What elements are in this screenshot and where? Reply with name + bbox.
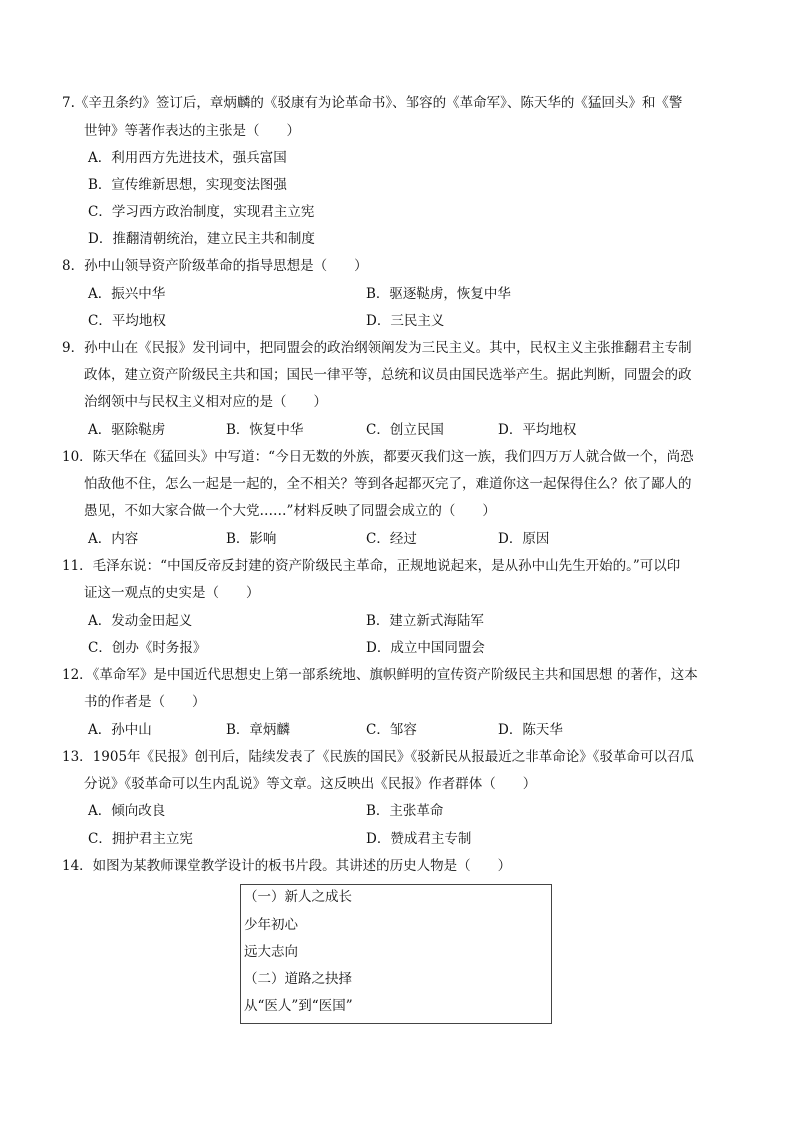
question-9-option-d: D．平均地权 bbox=[498, 422, 577, 438]
question-14-line-1: 14．如图为某教师课堂教学设计的板书片段。其讲述的历史人物是（ ） bbox=[62, 858, 512, 874]
question-11-option-d: D．成立中国同盟会 bbox=[366, 640, 485, 656]
question-9-option-a: A．驱除鞑虏 bbox=[88, 422, 166, 438]
question-9-line-2: 政体，建立资产阶级民主共和国；国民一律平等，总统和议员由国民选举产生。据此判断，同盟会的政 bbox=[84, 367, 692, 383]
question-7-option-c: C．学习西方政治制度，实现君主立宪 bbox=[88, 204, 315, 220]
question-12-option-a: A．孙中山 bbox=[88, 722, 152, 738]
question-7-option-d: D．推翻清朝统治，建立民主共和制度 bbox=[88, 231, 315, 247]
board-line-2: 少年初心 bbox=[244, 917, 298, 933]
question-11-option-a: A．发动金田起义 bbox=[88, 613, 193, 629]
question-12-line-2: 书的作者是（ ） bbox=[84, 694, 206, 710]
blackboard-excerpt-box bbox=[240, 884, 552, 1024]
question-8-option-d: D．三民主义 bbox=[366, 313, 445, 329]
question-7-line-1: 7.《辛丑条约》签订后，章炳麟的《驳康有为论革命书》、邹容的《革命军》、陈天华的《猛回头》和《警 bbox=[62, 95, 683, 111]
question-10-option-d: D．原因 bbox=[498, 531, 550, 547]
question-11-option-b: B．建立新式海陆军 bbox=[366, 613, 484, 629]
question-8-line-1: 8．孙中山领导资产阶级革命的指导思想是（ ） bbox=[62, 258, 368, 274]
board-line-3: 远大志向 bbox=[244, 944, 298, 960]
question-8-option-a: A．振兴中华 bbox=[88, 286, 166, 302]
question-11-line-1: 11．毛泽东说：“中国反帝反封建的资产阶级民主革命，正规地说起来，是从孙中山先生开始的。”可以印 bbox=[62, 558, 681, 574]
question-7-line-2: 世钟》等著作表达的主张是（ ） bbox=[84, 123, 300, 139]
question-10-option-b: B．影响 bbox=[226, 531, 277, 547]
question-10-option-a: A．内容 bbox=[88, 531, 139, 547]
question-13-line-1: 13．1905年《民报》创刊后，陆续发表了《民族的国民》《驳新民从报最近之非革命论》《驳革命可以召瓜 bbox=[62, 749, 695, 765]
board-line-1: （一）新人之成长 bbox=[244, 889, 352, 905]
question-13-option-d: D．赞成君主专制 bbox=[366, 831, 472, 847]
question-12-line-1: 12．《革命军》是中国近代思想史上第一部系统地、旗帜鲜明的宣传资产阶级民主共和国思想 的著作，这本 bbox=[62, 667, 698, 683]
question-9-option-c: C．创立民国 bbox=[366, 422, 444, 438]
question-10-line-2: 怕敌他不住，怎么一起是一起的，全不相关？等到各起都灭完了，难道你这一起保得住么？依了鄙人的 bbox=[84, 476, 692, 492]
question-11-line-2: 证这一观点的史实是（ ） bbox=[84, 585, 260, 601]
board-line-4: （二）道路之抉择 bbox=[244, 971, 352, 987]
question-11-option-c: C．创办《时务报》 bbox=[88, 640, 207, 656]
question-9-option-b: B．恢复中华 bbox=[226, 422, 304, 438]
question-13-option-c: C．拥护君主立宪 bbox=[88, 831, 193, 847]
question-10-line-3: 愚见，不如大家合做一个大党……”材料反映了同盟会成立的（ ） bbox=[84, 503, 496, 519]
question-7-option-b: B．宣传维新思想，实现变法图强 bbox=[88, 177, 287, 193]
question-10-line-1: 10．陈天华在《猛回头》中写道：“今日无数的外族，都要灭我们这一族，我们四万万人就合做一个，尚恐 bbox=[62, 449, 694, 465]
question-9-line-3: 治纲领中与民权主义相对应的是（ ） bbox=[84, 394, 327, 410]
question-13-option-b: B．主张革命 bbox=[366, 803, 444, 819]
question-9-line-1: 9．孙中山在《民报》发刊词中，把同盟会的政治纲领阐发为三民主义。其中，民权主义主张推翻君主专制 bbox=[62, 340, 692, 356]
question-12-option-b: B．章炳麟 bbox=[226, 722, 290, 738]
question-8-option-b: B．驱逐鞑虏，恢复中华 bbox=[366, 286, 511, 302]
question-7-option-a: A．利用西方先进技术，强兵富国 bbox=[88, 150, 287, 166]
question-13-option-a: A．倾向改良 bbox=[88, 803, 166, 819]
question-13-line-2: 分说》《驳革命可以生内乱说》等文章。这反映出《民报》作者群体（ ） bbox=[84, 776, 537, 792]
question-12-option-d: D．陈天华 bbox=[498, 722, 563, 738]
board-line-5: 从“医人”到“医国” bbox=[244, 998, 353, 1014]
question-8-option-c: C．平均地权 bbox=[88, 313, 166, 329]
question-10-option-c: C．经过 bbox=[366, 531, 417, 547]
question-12-option-c: C．邹容 bbox=[366, 722, 417, 738]
